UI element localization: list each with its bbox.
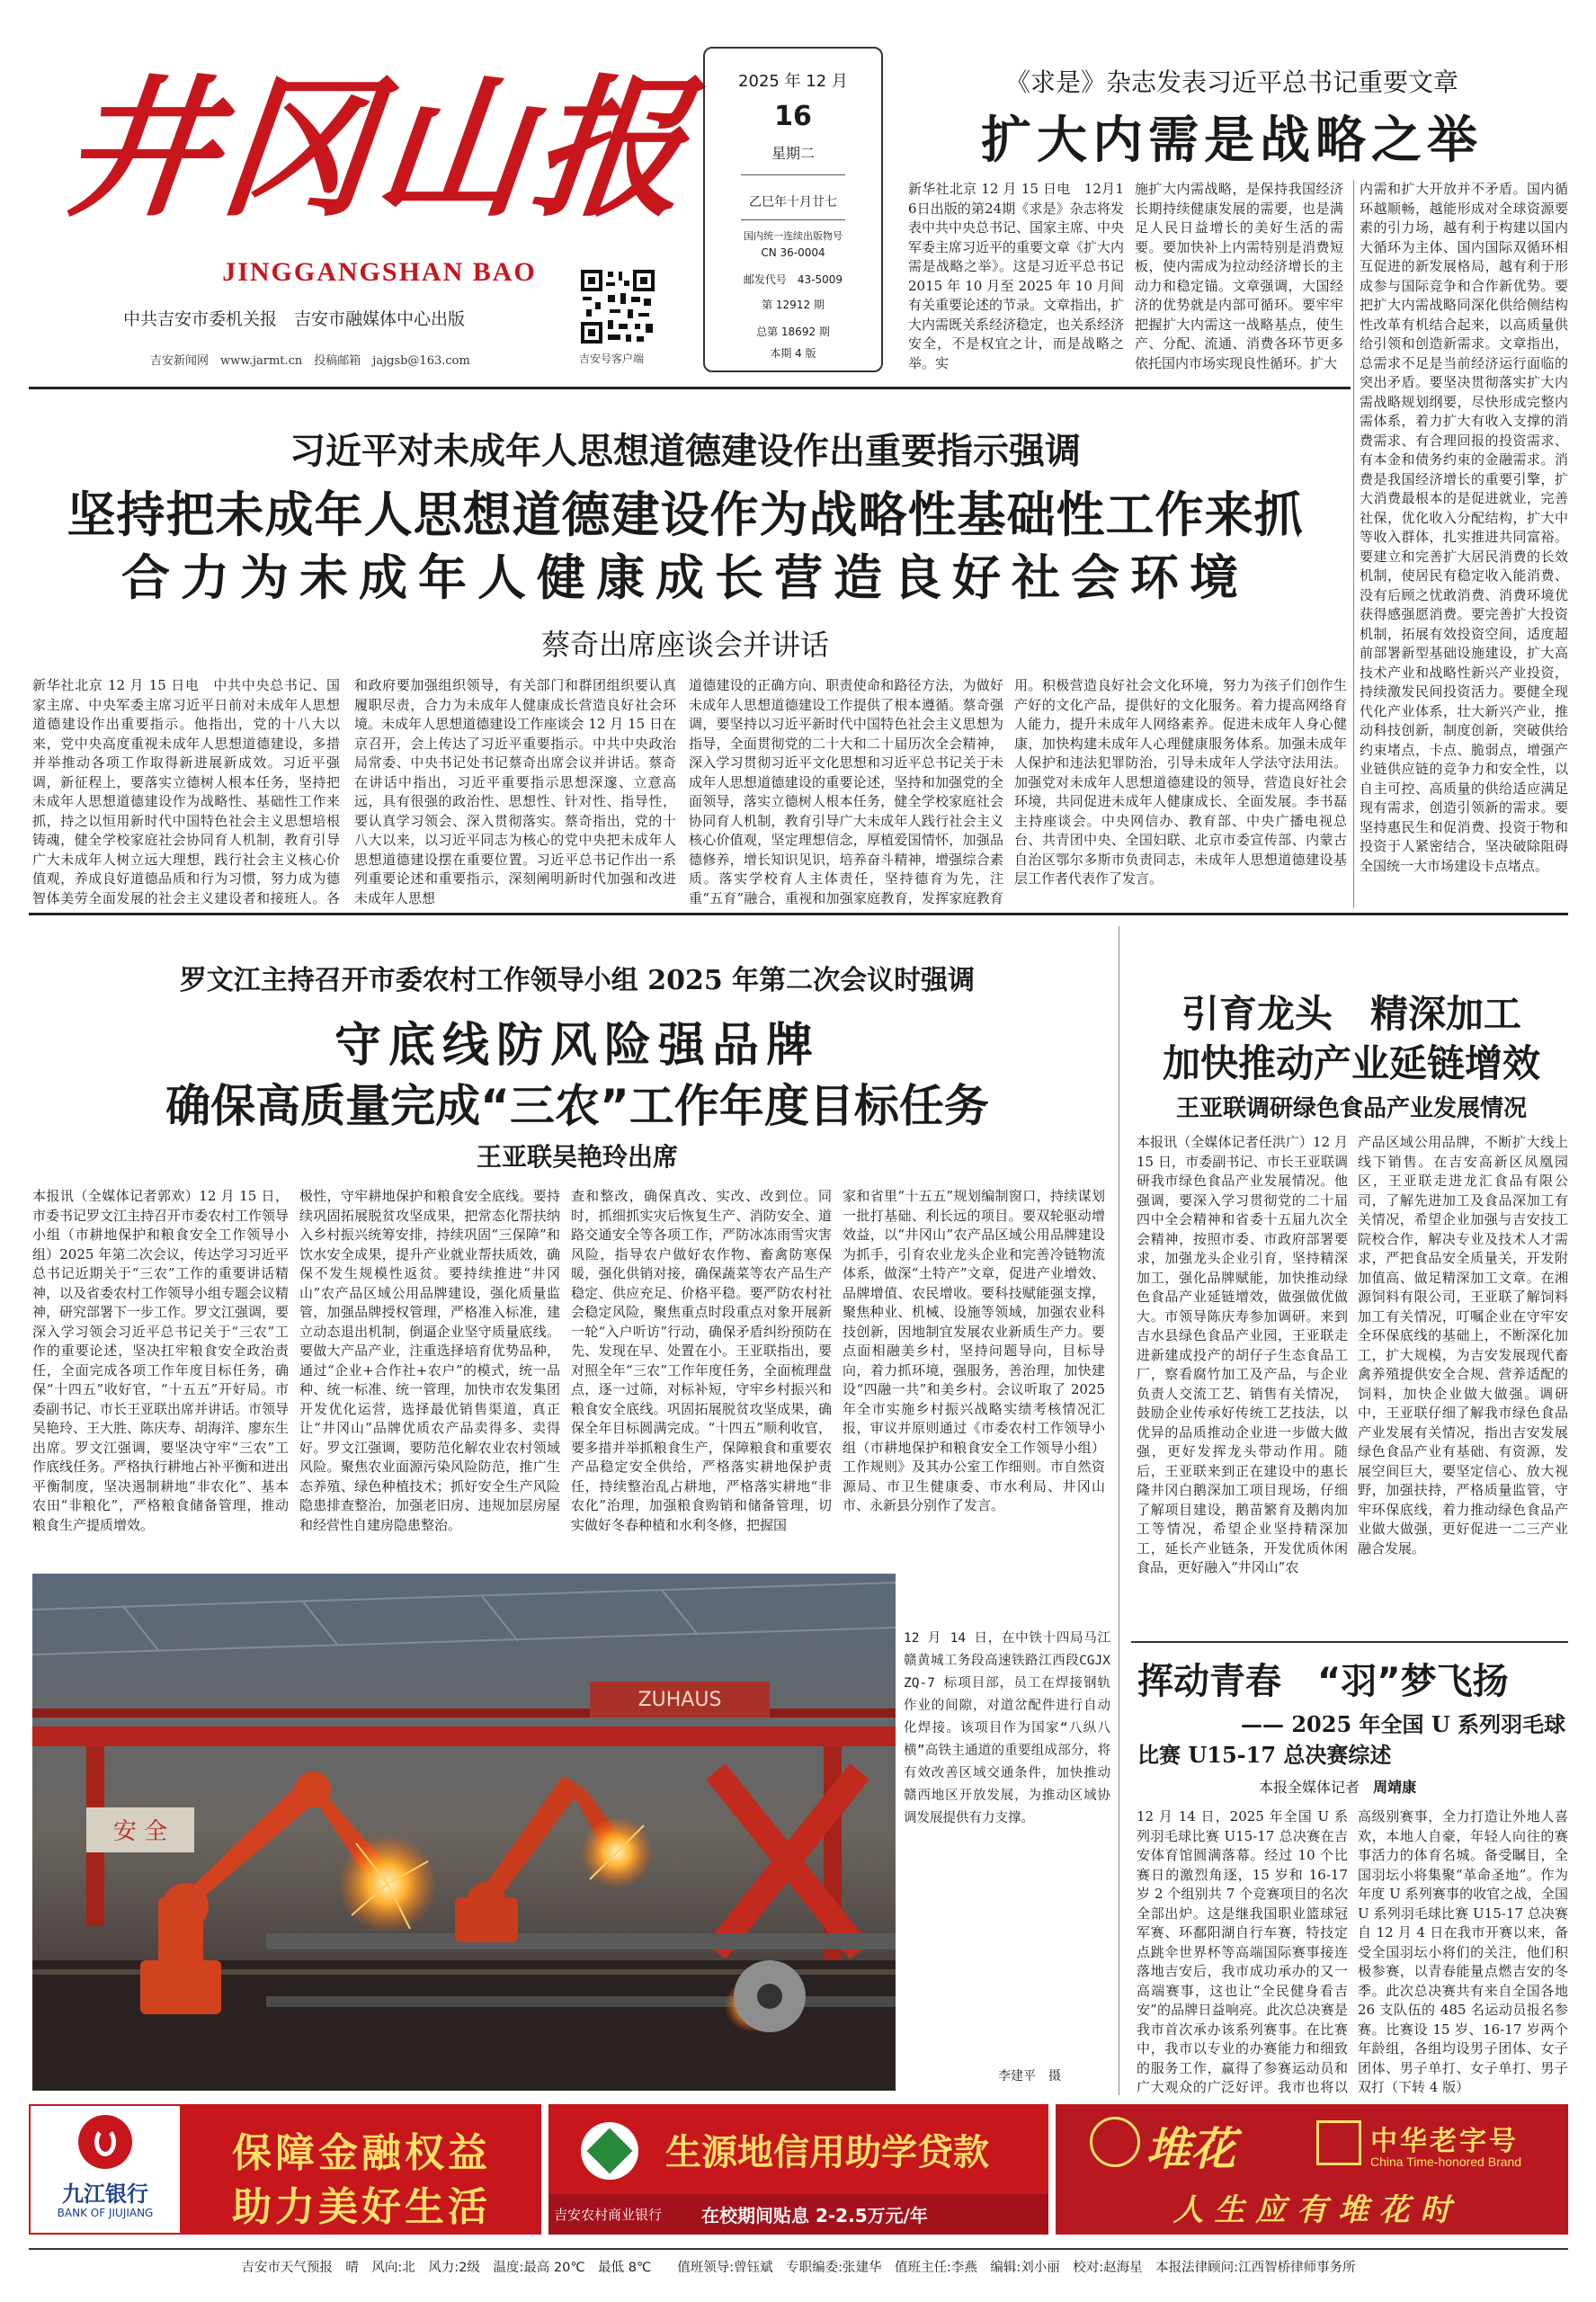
ad-line-1: 保障金融权益 (232, 2130, 491, 2176)
agri-kicker: 罗文江主持召开市委农村工作领导小组 2025 年第二次会议时强调 (179, 965, 976, 996)
ad-loan-title: 生源地信用助学贷款 (665, 2132, 989, 2173)
lead-main-kicker: 习近平对未成年人思想道德建设作出重要指示强调 (290, 431, 1081, 472)
masthead (29, 36, 700, 382)
issue-number: 第 12912 期 (762, 299, 825, 311)
masthead-sponsor: 中共吉安市委机关报 吉安市融媒体中心出版 (123, 309, 466, 329)
agri-col-3: 查和整改，确保真改、实改、改到位。同时，抓细抓实灾后恢复生产、消防安全、道路交通安全等各项工作，严防冰冻雨雪灾害风险，指导农户做好农作物、畜禽防寒保暖，强化供销对接，确保蔬菜等农产品生产稳定、供应充足、价格平稳。要严防农村社会稳定风险，聚焦重点时段重点对象开展新一轮“入户听访”行动，确保矛盾纠纷预防在先、发现在早、处置在小。王亚联指出，要对照全年“三农”工作年度任务，全面梳理盘点，逐一过筛，对标补短，守牢乡村振兴和粮食安全底线。巩固拓展脱贫攻坚成果，确保全年目标圆满完成。“十四五”顺利收官，要多措并举抓粮食生产，保障粮食和重要农产品稳定安全供给，严格落实耕地保护责任，持续整治乱占耕地，严格落实耕地“非农化”治理，加强粮食购销和储备管理，切实做好冬春种植和水利冬修，把握国 (571, 1188, 832, 1533)
qr-code[interactable] (579, 268, 656, 345)
industry-subhead: 王亚联调研绿色食品产业发展情况 (1175, 1095, 1527, 1122)
date-lunar: 乙巳年十月廿七 (749, 195, 837, 210)
sports-byline-name: 周靖康 (1373, 1779, 1417, 1796)
agri-col-4: 家和省里“十五五”规划编制窗口，持续谋划一批打基础、利长远的项目。要双轮驱动增效益，以“井冈山”农产品区域公用品牌建设为抓手，引育农业龙头企业和完善冷链物流体系，做深“土特产”文章，促进产业增效、品牌增值、农民增收。要科技赋能强支撑，聚焦种业、机械、设施等领域，加强农业科技创新，因地制宜发展农业新质生产力。要点面相融美乡村，坚持问题导向，目标导向，着力抓环境，强服务，善治理，加快建设“四融一共”和美乡村。会议听取了 2025 年全市实施乡村振兴战略实绩考核情况汇报，审议并原则通过《市委农村工作领导小组（市耕地保护和粮食安全工作领导小组）工作规则》及其办公室工作细则。市自然资源局、市卫生健康委、市水利局、井冈山市、永新县分别作了发言。 (843, 1188, 1105, 1513)
lead-main-col-4: 用。积极营造良好社会文化环境，努力为孩子们创作生产好的文化产品，提供好的文化服务。着力提高网络育人能力，提升未成年人网络素养。促进未成年人身心健康，加快构建未成年人心理健康服务体系。加强未成年人保护和违法犯罪防治，引导未成年人学法守法用法。加强党对未成年人思想道德建设的领导，营造良好社会环境，共同促进未成年人健康成长、全面发展。李书磊主持座谈会。中央网信办、教育部、中央广播电视总台、共青团中央、全国妇联、北京市委宣传部、内蒙古自治区鄂尔多斯市负责同志，未成年人思想道德建设基层工作者代表作了发言。 (1014, 677, 1347, 887)
postal-code: 邮发代号 43-5009 (743, 273, 843, 286)
date-day: 16 (774, 101, 812, 132)
ad-rural-bank[interactable] (548, 2104, 1048, 2235)
duihua-logo-icon (1090, 2117, 1140, 2167)
jiujiang-bank-en: BANK OF JIUJIANG (57, 2207, 154, 2219)
laozihao-badge: 中华老字号 (1370, 2126, 1519, 2157)
agri-headline-2[interactable]: 确保高质量完成“三农”工作年度目标任务 (165, 1080, 989, 1132)
laozihao-badge-en: China Time-honored Brand (1370, 2155, 1522, 2169)
photo-sign-text: ZUHAUS (638, 1689, 722, 1711)
ad-duihua[interactable] (1056, 2104, 1568, 2235)
cn-number: CN 36-0004 (761, 246, 825, 259)
industry-headline-1[interactable]: 引育龙头 精深加工 (1181, 992, 1521, 1036)
duihua-slogan: 人 生 应 有 堆 花 时 (1172, 2192, 1451, 2228)
sports-col-1: 12 月 14 日，2025 年全国 U 系列羽毛球比赛 U15-17 总决赛在吉安体育馆圆满落幕。经过 10 个比赛日的激烈角逐，15 岁和 16-17 岁 2 个组别共 7 个竞赛项目的名次全部出炉。这是继我国职业篮球冠军赛、环鄱阳湖自行车赛，特技定点跳伞世界杯等高端国际赛事接连落地吉安后，我市成功承办的又一高端赛事，这也让“全民健身看吉安”的品牌日益响亮。此次总决赛是我市首次承办该系列赛事。在比赛中，我市以专业的办赛能力和细致的服务工作，赢得了参赛运动员和广大观众的广泛好评。我市也将以 (1137, 1808, 1348, 2095)
jiujiang-bank-name: 九江银行 (62, 2182, 148, 2207)
lead-top-col-2: 施扩大内需战略，是保持我国经济长期持续健康发展的需要，也是满足人民日益增长的美好生活的需要。要加快补上内需特别是消费短板，使内需成为拉动经济增长的主动力和稳定锚。文章强调，大国经济的优势就是内部可循环。要牢牢把握扩大内需这一战略基点，使生产、分配、流通、消费各环节更多依托国内市场实现良性循环。扩大 (1135, 181, 1343, 371)
industry-headline-2[interactable]: 加快推动产业延链增效 (1162, 1041, 1540, 1085)
date-box (703, 47, 883, 372)
lead-main-col-3: 道德建设的正确方向、职责使命和路径方法，为做好未成年人思想道德建设工作提供了根本遵循。蔡奇强调，要坚持以习近平新时代中国特色社会主义思想为指导，全面贯彻党的二十大和二十届历次全会精神，深入学习贯彻习近平文化思想和习近平总书记关于未成年人思想道德建设的重要论述，坚持和加强党的全面领导，落实立德树人根本任务，健全学校家庭社会协同育人机制，教育引导广大未成年人践行社会主义核心价值观，坚定理想信念，厚植爱国情怀，加强品德修养，增长知识见识，培养奋斗精神，增强综合素质。落实学校育人主体责任，坚持德育为先，注重“五育”融合，重视和加强家庭教育，发挥家庭教育 (689, 677, 1003, 906)
total-issue: 总第 18692 期 (756, 326, 830, 338)
page-footer: 吉安市天气预报 晴 风向:北 风力:2级 温度:最高 20℃ 最低 8℃ 值班领导:曾钰斌 专职编委:张建华 值班主任:李燕 编辑:刘小丽 校对:赵海星 本报法律顾问:江西智桥律师事务所 (241, 2261, 1356, 2275)
masthead-footer-line: 吉安新闻网 www.jarmt.cn 投稿邮箱 jajgsb@163.com (150, 354, 470, 368)
laozihao-icon (1316, 2120, 1361, 2165)
news-photo[interactable] (32, 1574, 896, 2091)
sports-byline-label: 本报全媒体记者 (1259, 1779, 1360, 1796)
agri-col-2: 极性，守牢耕地保护和粮食安全底线。要持续巩固拓展脱贫攻坚成果，把常态化帮扶纳入乡村振兴统筹安排，持续巩固“三保障”和饮水安全成果，提升产业就业帮扶质效，确保不发生规模性返贫。要持续推进“井冈山”农产品区域公用品牌建设，强化质量监管，加强品牌授权管理，严格准入标准，建立动态退出机制，倒逼企业坚守质量底线。要做大产品产业，注重选择培育优势品种，通过“企业+合作社+农户”的模式，统一品种、统一标准、统一管理，加快市农发集团开发优化运营，选择最优销售渠道，真正让“井冈山”品牌优质农产品卖得多、卖得好。罗文江强调，要防范化解农业农村领域风险。聚焦农业面源污染风险防范，推广生态养殖、绿色种植技术；抓好安全生产风险隐患排查整治，加强老旧房、违规加层房屋和经营性自建房隐患整治。 (299, 1188, 560, 1533)
masthead-pinyin: JINGGANGSHAN BAO (222, 257, 537, 287)
rural-bank-logo-icon (581, 2122, 638, 2180)
rural-bank-name: 吉安农村商业银行 (554, 2207, 663, 2223)
lead-top-kicker: 《求是》杂志发表习近平总书记重要文章 (1004, 67, 1458, 97)
lead-top-col-1: 新华社北京 12 月 15 日电 12月16日出版的第24期《求是》杂志将发表中共中央总书记、国家主席、中央军委主席习近平的重要文章《扩大内需是战略之举》。这是习近平总书记 2015 年 10 月至 2025 年 10 月间有关重要论述的节录。文章指出，扩大内需既关系经济稳定，也关系经济安全，不是权宜之计，而是战略之举。实 (908, 181, 1124, 371)
agri-subhead: 王亚联吴艳玲出席 (476, 1142, 678, 1172)
page-count: 本期 4 版 (770, 347, 816, 360)
cn-label: 国内统一连续出版物号 (744, 230, 843, 242)
lead-main-subhead: 蔡奇出席座谈会并讲话 (540, 628, 829, 662)
industry-col-1: 本报讯（全媒体记者任洪广）12 月 15 日，市委副书记、市长王亚联调研我市绿色食品产业发展情况。他强调，要深入学习贯彻党的二十届四中全会精神和省委十五届九次全会精神，按照市委、市政府部署要求，加强龙头企业引育，坚持精深加工，强化品牌赋能，加快推动绿色食品产业延链增效，做强做优做大。市领导陈庆寿参加调研。来到吉水县绿色食品产业园，王亚联走进新建成投产的胡仔子生态食品工厂，察看腐竹加工及产品，与企业负责人交流工艺、销售有关情况，鼓励企业传承好传统工艺技法，以优异的品质推动企业进一步做大做强，更好发挥龙头带动作用。随后，王亚联来到正在建设中的惠长隆井冈白鹅深加工项目现场，仔细了解项目建设，鹅苗繁育及鹅肉加工等情况，希望企业坚持精深加工，延长产业链条，开发优质休闲食品，更好融入“井冈山”农 (1137, 1134, 1348, 1575)
ad-loan-note: 在校期间贴息 2-2.5万元/年 (701, 2205, 928, 2226)
photo-caption: 12 月 14 日，在中铁十四局马江赣黄城工务段高速铁路江西段CGJXZQ-7 标项目部，员工在焊接钢轨作业的间隙，对道岔配件进行自动化焊接。该项目作为国家“八纵八横”高铁主通道的重要组成部分，将有效改善区域交通条件，加快推动赣西地区开放发展，为推动区域协调发展提供有力支撑。 (904, 1631, 1110, 1825)
qr-caption: 吉安号客户端 (579, 352, 645, 365)
lead-top-headline[interactable]: 扩大内需是战略之举 (981, 112, 1483, 170)
sports-col-2: 高级别赛事，全力打造让外地人喜欢，本地人自豪，年轻人向往的赛事活力的体育名城。备受瞩目，全国羽坛小将集聚“革命圣地”。作为年度 U 系列赛事的收官之战，全国 U 系列羽毛球比赛 U15-17 总决赛自 12 月 4 日在我市开赛以来，备受全国羽坛小将们的关注，他们积极参赛，以青春能量点燃吉安的冬季。此次总决赛共有来自全国各地 26 支队伍的 485 名运动员报名参赛。比赛设 15 岁、16-17 岁两个年龄组，各组均设男子团体、女子团体、男子单打、女子单打、男子双打（下转 4 版） (1358, 1808, 1568, 2095)
industry-col-2: 产品区域公用品牌，不断扩大线上线下销售。在吉安高新区凤凰园区，王亚联走进龙汇食品有限公司，了解先进加工及食品深加工有关情况，希望企业加强与吉安技工院校合作，解决专业及技术人才需求，严把食品安全质量关，开发附加值高、做足精深加工文章。在湘源饲料有限公司，王亚联了解饲料加工有关情况，叮嘱企业在守牢安全环保底线的基础上，不断深化加工，扩大规模，为吉安发展现代畜禽养殖提供安全合规、营养适配的饲料，加快企业做大做强。调研中，王亚联仔细了解我市绿色食品产业发展有关情况，指出吉安发展绿色食品产业有基础、有资源，发展空间巨大，要坚定信心、放大视野，加强扶持，严格质量监管，守牢环保底线，着力推动绿色食品产业做大做强，更好促进一二三产业融合发展。 (1358, 1134, 1568, 1557)
masthead-logo: 井冈山报 (55, 59, 700, 237)
sports-headline[interactable]: 挥动青春 “羽”梦飞扬 (1137, 1661, 1509, 1702)
sports-subhead-1: —— 2025 年全国 U 系列羽毛球 (1241, 1711, 1566, 1737)
sports-subhead-2: 比赛 U15-17 总决赛综述 (1137, 1742, 1392, 1768)
ad-line-2: 助力美好生活 (232, 2184, 491, 2230)
lead-main-col-1: 新华社北京 12 月 15 日电 中共中央总书记、国家主席、中央军委主席习近平日前对未成年人思想道德建设作出重要指示。他指出，党的十八大以来，党中央高度重视未成年人思想道德建设，多措并举推动各项工作取得新进展新成效。习近平强调，新征程上，要落实立德树人根本任务，坚持把未成年人思想道德建设作为战略性、基础性工作来抓，持之以恒用新时代中国特色社会主义思想培根铸魂，健全学校家庭社会协同育人机制，教育引导广大未成年人树立远大理想，践行社会主义核心价值观，养成良好道德品质和行为习惯，努力成为德智体美劳全面发展的社会主义建设者和接班人。各 (32, 677, 340, 906)
sports-byline (1259, 1776, 1416, 1797)
lead-top-col-3: 内需和扩大开放并不矛盾。国内循环越顺畅，越能形成对全球资源要素的引力场，越有利于构建以国内大循环为主体、国内国际双循环相互促进的新发展格局，越有利于形成参与国际竞争和合作新优势。要把扩大内需战略同深化供给侧结构性改革有机结合起来，以高质量供给引领和创造新需求。文章指出，总需求不足是当前经济运行面临的突出矛盾。要坚决贯彻落实扩大内需战略规划纲要，尽快形成完整内需体系，着力扩大有收入支撑的消费需求、有合理回报的投资需求、有本金和债务约束的金融需求。消费是我国经济增长的重要引擎，扩大消费最根本的是促进就业，完善社保，优化收入分配结构，扩大中等收入群体，扎实推进共同富裕。要建立和完善扩大居民消费的长效机制，使居民有稳定收入能消费、没有后顾之忧敢消费、消费环境优获得感强愿消费。要完善扩大投资机制，拓展有效投资空间，适度超前部署新型基础设施建设，扩大高技术产业和战略性新兴产业投资，持续激发民间投资活力。要健全现代化产业体系，壮大新兴产业，推动科技创新，制度创新，突破供给约束堵点，卡点、脆弱点，增强产业链供应链的竞争力和安全性，以自主可控、高质量的供给适应满足现有需求，创造引领新的需求。要坚持惠民生和促消费、投资于物和投资于人紧密结合，坚决破除阻碍全国统一大市场建设卡点堵点。 (1360, 181, 1568, 874)
ad-jiujiang-bank[interactable] (29, 2104, 541, 2235)
photo-author: 李建平 摄 (998, 2069, 1061, 2083)
duihua-brand: 堆花 (1146, 2122, 1235, 2175)
lead-main-headline-2[interactable]: 合力为未成年人健康成长营造良好社会环境 (121, 549, 1249, 606)
date-weekday: 星期二 (771, 145, 815, 162)
lead-main-col-2: 和政府要加强组织领导，有关部门和群团组织要认真履职尽责，合力为未成年人健康成长营造良好社会环境。未成年人思想道德建设工作座谈会 12 月 15 日在京召开，会上传达了习近平重要指示。中共中央政治局常委、中央书记处书记蔡奇出席会议并讲话。蔡奇在讲话中指出，习近平重要指示思想深邃、立意高远，具有很强的政治性、思想性、针对性、指导性，要认真学习领会、深入贯彻落实。蔡奇指出，党的十八大以来，以习近平同志为核心的党中央把未成年人思想道德建设摆在重要位置。习近平总书记作出一系列重要论述和重要指示，深刻阐明新时代加强和改进未成年人思想 (354, 677, 676, 906)
photo-safety-sign: 安 全 (112, 1818, 168, 1845)
lead-main-headline-1[interactable]: 坚持把未成年人思想道德建设作为战略性基础性工作来抓 (67, 486, 1304, 543)
agri-col-1: 本报讯（全媒体记者郭欢）12 月 15 日，市委书记罗文江主持召开市委农村工作领导小组（市耕地保护和粮食安全工作领导小组）2025 年第二次会议，传达学习习近平总书记近期关于“三农”工作的重要讲话精神，以及省委农村工作领导小组专题会议精神，研究部署下一步工作。罗文江强调，要深入学习领会习近平总书记关于“三农”工作的重要论述，坚决扛牢粮食安全政治责任，全面完成各项工作年度目标任务，确保“十四五”收好官，“十五五”开好局。市委副书记、市长王亚联出席并讲话。市领导吴艳玲、王大胜、陈庆寿、胡海洋、廖东生出席。罗文江强调，要坚决守牢“三农”工作底线任务。严格执行耕地占补平衡和进出平衡制度，坚决遏制耕地“非农化”、基本农田“非粮化”，严格粮食储备管理，推动粮食生产提质增效。 (32, 1188, 289, 1533)
jiujiang-logo-icon (78, 2115, 132, 2169)
agri-headline-1[interactable]: 守底线防风险强品牌 (334, 1019, 820, 1073)
date-month: 2025 年 12 月 (738, 72, 848, 91)
